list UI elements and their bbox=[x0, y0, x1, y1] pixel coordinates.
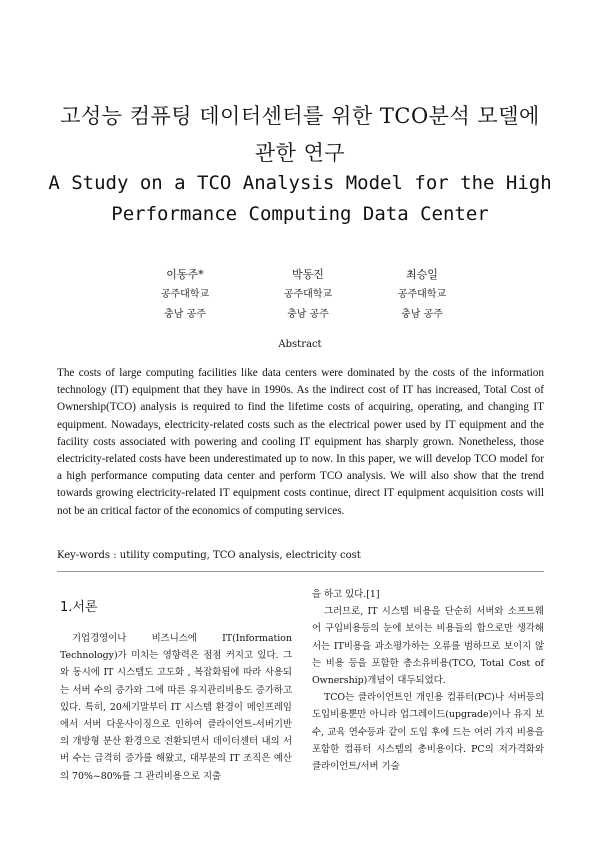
korean-title-line-2: 관한 연구 bbox=[254, 141, 346, 165]
author-affiliation: 공주대학교 bbox=[283, 289, 333, 300]
author-location: 충남 공주 bbox=[401, 309, 443, 320]
author-affiliation: 공주대학교 bbox=[397, 289, 447, 300]
author-location: 충남 공주 bbox=[287, 309, 329, 320]
body-paragraph: TCO는 클라이언트인 개인용 컴퓨터(PC)나 서버등의 도입비용뿐만 아니라 업그레이드(upgrade)이나 유지 보수, 교육 연수등과 같이 도입 후에 드는 여러 가지 비용을 포함한 컴퓨터 시스템의 총비용이다. PC의 저가격화와 클라이언트/서버 기술 bbox=[312, 692, 544, 773]
body-paragraph: 기업경영이나 비즈니스에 IT(Information Technology)가 미치는 영향력은 점점 커지고 있다. 그와 동시에 IT 시스템도 고도화 , 복잡화됨에 따라 사용되는 서버 수의 증가와 그에 따른 유지관리비용도 증가하고 있다. 특히, 20세기말부터 IT 시스템 환경이 메인프레임에서 서버 다운사이징으로 인하여 클라이언트-서버기반의 개방형 분산 환경으로 전환되면서 데이터센터 내의 서버 수는 급격히 증가를 해왔고, 대부분의 IT 조직은 예산의 70%~80%를 그 관리비용으로 지출 bbox=[60, 633, 292, 782]
author-affiliation: 공주대학교 bbox=[160, 289, 210, 300]
author-block-1 bbox=[115, 265, 255, 325]
author-location: 충남 공주 bbox=[164, 309, 206, 320]
section-heading-introduction: 1.서론 bbox=[60, 600, 98, 615]
left-column bbox=[60, 630, 292, 785]
keywords-line: Key-words : utility computing, TCO analysis, electricity cost bbox=[57, 550, 361, 561]
english-title-line-2: Performance Computing Data Center bbox=[111, 203, 489, 225]
korean-title-line-1: 고성능 컴퓨팅 데이터센터를 위한 TCO분석 모델에 bbox=[60, 104, 540, 128]
section-divider bbox=[57, 571, 544, 572]
author-block-3 bbox=[352, 265, 492, 325]
author-name: 이동주* bbox=[166, 268, 204, 281]
author-name: 최승일 bbox=[406, 268, 438, 281]
abstract-text: The costs of large computing facilities like data centers were dominated by the costs of the information technology (IT) equipment that they have in 1990s. As the indirect cost of IT has increased, Total Cost of Ownership(TCO) analysis is required to find the lifetime costs of acquiring, operating, and changing IT equipment. Nowadays, electricity-related costs such as the electrical power used by IT equipment and the facility costs associated with powering and cooling IT equipment has sharply grown. Nonetheless, those electricity-related costs have been underestimated up to now. In this paper, we will develop TCO model for a high performance computing data center and perform TCO analysis. We will also show that the trend towards growing electricity-related IT equipment costs continue, direct IT equipment acquisition costs will not be an critical factor of the economics of computing services. bbox=[57, 367, 544, 517]
english-title-line-1: A Study on a TCO Analysis Model for the High bbox=[48, 172, 552, 194]
author-name: 박동진 bbox=[292, 268, 324, 281]
right-column bbox=[312, 586, 544, 775]
abstract-heading: Abstract bbox=[278, 339, 322, 350]
body-paragraph: 을 하고 있다.[1] bbox=[312, 589, 380, 600]
body-paragraph: 그러므로, IT 시스템 비용을 단순히 서버와 소프트웨어 구입비용등의 눈에 보이는 비용들의 합으로만 생각해서는 IT비용을 과소평가하는 오류를 범하므로 보이지 않는 비용 등을 포함한 총소유비용(TCO, Total Cost of Ownership)개념이 대두되었다. bbox=[312, 606, 544, 687]
